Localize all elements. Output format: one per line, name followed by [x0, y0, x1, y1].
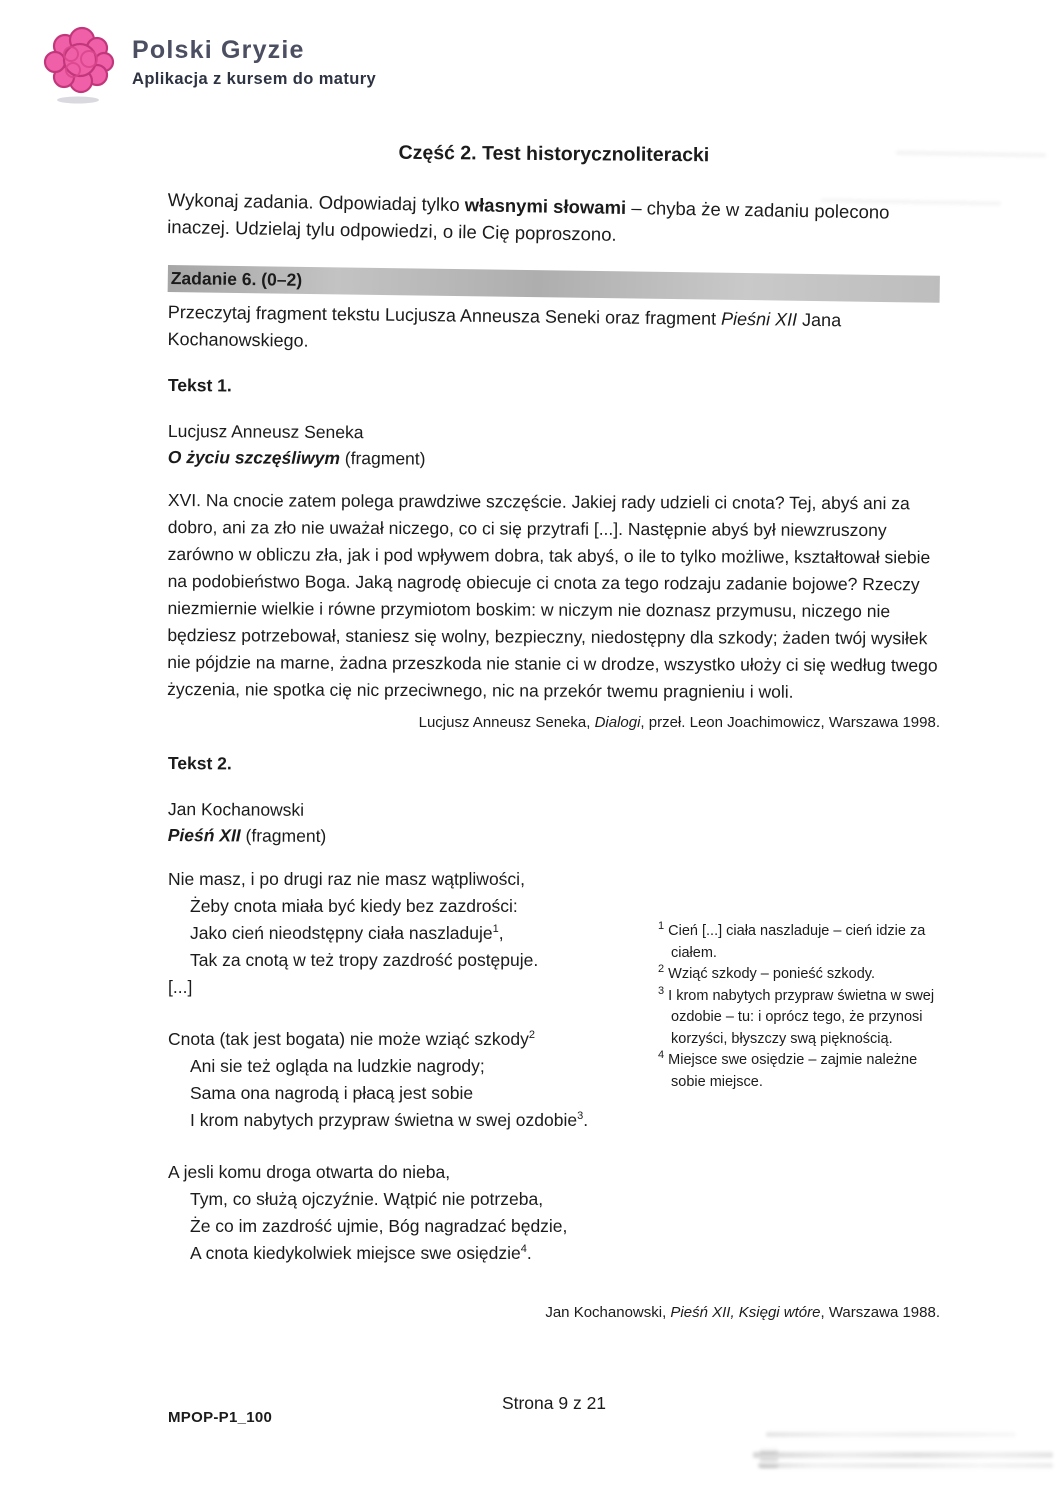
text1-title-line — [168, 444, 940, 475]
text2-author-block — [168, 796, 940, 853]
citation-text: Lucjusz Anneusz Seneka, — [418, 714, 595, 731]
footnote-number: 1 — [658, 920, 665, 933]
footnote-ref: 3 — [577, 1110, 584, 1123]
poem-stanza — [168, 866, 658, 1001]
citation-text: Jan Kochanowski, — [545, 1304, 671, 1321]
poem-line: Żeby cnota miała być kiedy bez zazdrości: — [190, 896, 518, 916]
citation-text-cont: , przeł. Leon Joachimowicz, Warszawa 1998. — [640, 714, 940, 731]
page-number: Strona 9 z 21 — [501, 1393, 607, 1413]
scan-artifact — [760, 1448, 778, 1468]
document-content — [168, 140, 940, 1321]
text2-label: Tekst 2. — [167, 753, 232, 774]
task-header-label: Zadanie 6. (0–2) — [170, 268, 303, 290]
text2-title: Pieśń XII — [167, 824, 241, 846]
text1-author: Lucjusz Anneusz Seneka — [167, 420, 364, 443]
scan-artifact — [766, 1432, 1016, 1437]
brain-logo-icon — [42, 26, 118, 111]
footnote: $^2$ Wziąć szkody – ponieść szkody. — [658, 963, 875, 982]
text1-label: Tekst 1. — [167, 375, 232, 396]
footnote: $^3$ I krom nabytych przypraw świetna w swej ozdobie – tu: i oprócz tego, że przynosi korzyści, błyszczy swą pięknością. — [658, 984, 935, 1047]
poem-line: Jako cień nieodstępny ciała naszladuje$^1$, — [190, 923, 504, 943]
footnote-ref: 2 — [528, 1029, 535, 1042]
task-intro-text: Przeczytaj fragment tekstu Lucjusza Anneusza Seneki oraz fragment — [167, 301, 722, 329]
text2-author: Jan Kochanowski — [167, 798, 305, 820]
poem-line: [...] — [168, 977, 193, 997]
footnote-number: 2 — [658, 963, 665, 976]
text1-title-suffix: (fragment) — [339, 448, 426, 469]
scan-artifact — [753, 1452, 1053, 1458]
footnote-ref: 1 — [492, 923, 499, 936]
exam-instructions — [167, 186, 940, 253]
footnote-number: 3 — [658, 984, 665, 997]
text1-citation — [168, 714, 940, 731]
brand-text — [132, 26, 376, 89]
poem-line: Ani sie też ogląda na ludzkie nagrody; — [190, 1056, 485, 1076]
footnote: $^4$ Miejsce swe osiędzie – zajmie należne sobie miejsce. — [658, 1049, 918, 1090]
brain-logo-svg — [42, 26, 118, 106]
scan-artifact — [758, 1463, 1053, 1468]
poem-region — [168, 866, 940, 1292]
text1-author-block — [168, 418, 940, 475]
task-intro — [167, 299, 940, 362]
instructions-text: Wykonaj zadania. Odpowiadaj tylko — [167, 188, 465, 216]
instructions-bold-text: własnymi słowami — [464, 194, 627, 218]
footnote: $^1$ Cień [...] ciała naszladuje – cień idzie za ciałem. — [658, 920, 926, 961]
task-intro-italic: Pieśni XII — [720, 308, 798, 330]
footnote-ref: 4 — [520, 1243, 527, 1256]
poem-line: A cnota kiedykolwiek miejsce swe osiędzie$^4$. — [190, 1243, 532, 1263]
poem-line: Nie masz, i po drugi raz nie masz wątpliwości, — [168, 869, 525, 889]
poem-line: Tym, co służą ojczyźnie. Wątpić nie potrzeba, — [190, 1189, 544, 1209]
section-title: Część 2. Test historycznoliteracki — [398, 141, 710, 167]
document-code: MPOP-P1_100 — [168, 1409, 273, 1426]
text1-body: XVI. Na cnocie zatem polega prawdziwe szczęście. Jakiej rady udzieli ci cnota? Tej, abyś ani za dobro, ani za zło nie uważał niczego, co ci się przytrafi [...]. Następnie abyś był niewzruszony zarówno w obliczu zła, jak i pod wpływem dobra, tak abyś, o ile to tylko możliwe, kształtował siebie na podobieństwo Boga. Jaką nagrodę obiecuje ci cnota za tego rodzaju zadanie bojowe? Rzeczy niezmiernie wielkie i równe przymiotom boskim: w niczym nie doznasz przymusu, niczego nie będziesz potrzebował, staniesz się wolny, bezpieczny, niedostępny dla szkody; żaden twój wysiłek nie pójdzie na marne, żadna przeszkoda nie stanie ci w drodze, wszystko ułoży ci się według twego życzenia, nie spotka cię nic przeciwnego, nic na przekór twemu pragnieniu i woli. — [167, 489, 938, 702]
citation-italic: Pieśń XII, Księgi wtóre — [670, 1304, 821, 1321]
citation-text-cont: , Warszawa 1988. — [820, 1304, 940, 1321]
task-header-bar — [168, 265, 940, 303]
poem-line: Tak za cnotą w też tropy zazdrość postępuje. — [190, 950, 539, 970]
poem-line: Że co im zazdrość ujmie, Bóg nagradzać będzie, — [190, 1216, 568, 1236]
poem-stanza — [168, 1159, 658, 1267]
footnote-number: 4 — [658, 1049, 665, 1062]
text2-citation — [168, 1304, 940, 1321]
citation-italic: Dialogi — [594, 714, 641, 731]
app-header — [42, 26, 376, 111]
text2-title-line — [168, 822, 940, 853]
poem-line: Cnota (tak jest bogata) nie może wziąć szkody$^2$ — [168, 1029, 535, 1049]
poem-line: Sama ona nagrodą i płacą jest sobie — [190, 1083, 474, 1103]
poem-line: I krom nabytych przypraw świetna w swej ozdobie$^3$. — [190, 1110, 589, 1130]
poem — [168, 866, 658, 1292]
poem-stanza — [168, 1026, 658, 1134]
text1-title: O życiu szczęśliwym — [167, 446, 340, 469]
poem-line: A jesli komu droga otwarta do nieba, — [168, 1162, 451, 1182]
app-title: Polski Gryzie — [132, 36, 305, 64]
app-subtitle: Aplikacja z kursem do matury — [132, 70, 377, 88]
text2-title-suffix: (fragment) — [240, 825, 327, 846]
footnotes-column — [658, 921, 940, 1292]
task-intro-text-cont: Jana Kochanowskiego. — [167, 309, 842, 351]
instructions-text-cont: – chyba że w zadaniu polecono inaczej. Udzielaj tylu odpowiedzi, o ile Cię poproszono. — [167, 197, 890, 245]
